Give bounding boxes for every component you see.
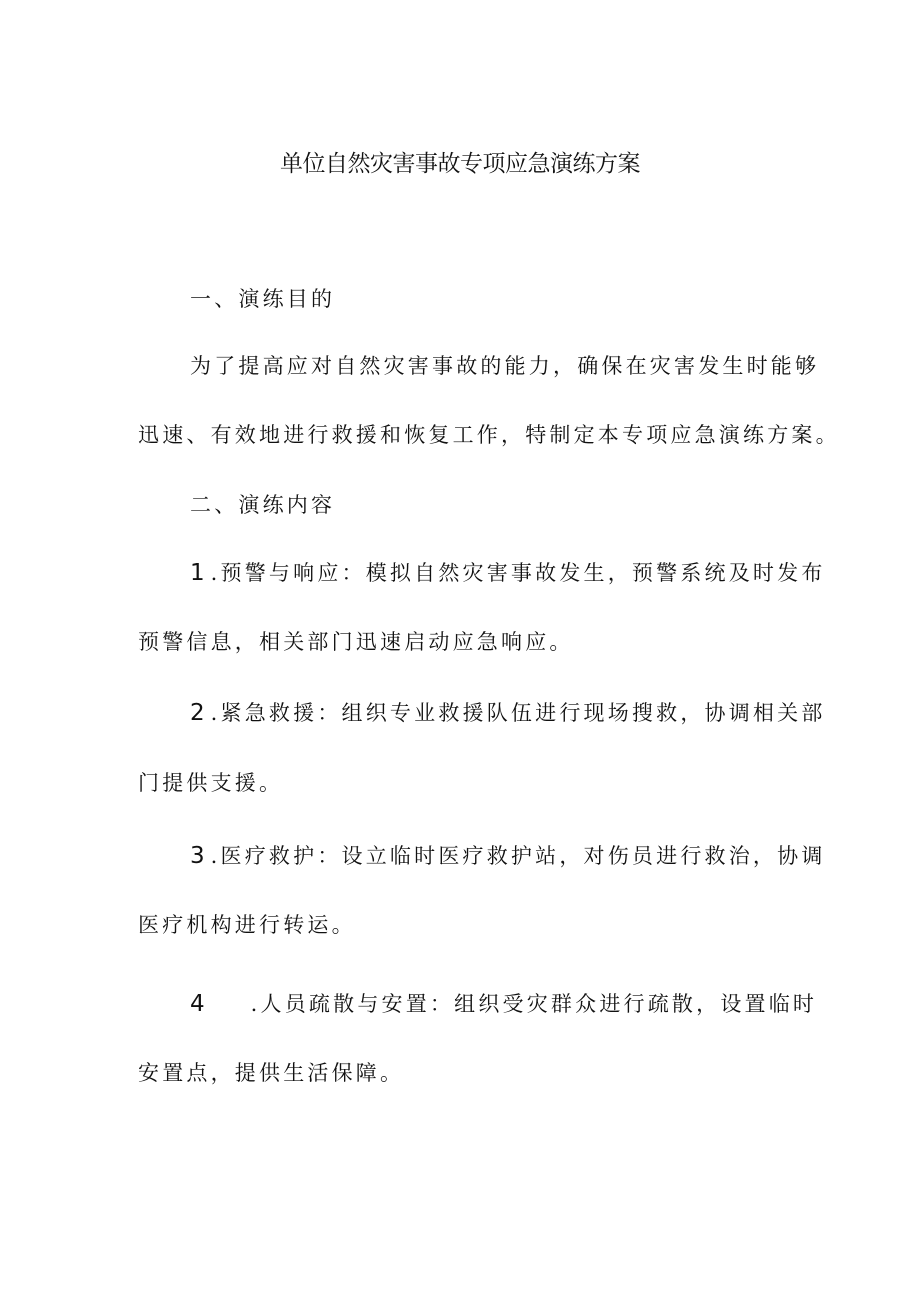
section-heading-content: 二、演练内容	[190, 493, 336, 517]
purpose-paragraph-line-1: 为了提高应对自然灾害事故的能力，确保在灾害发生时能够	[190, 354, 820, 378]
list-item-number: 2	[190, 700, 205, 726]
list-item-1-line-2: 预警信息，相关部门迅速启动应急响应。	[138, 630, 574, 654]
list-item-2-line-2: 门提供支援。	[138, 771, 284, 795]
section-heading-purpose: 一、演练目的	[190, 287, 336, 311]
list-item-4-line-2: 安置点，提供生活保障。	[138, 1061, 405, 1085]
purpose-paragraph-line-2: 迅速、有效地进行救援和恢复工作，特制定本专项应急演练方案。	[138, 423, 840, 447]
list-item-text: .紧急救援：组织专业救援队伍进行现场搜救，协调相关部	[210, 701, 826, 725]
list-item-2-line-1	[190, 697, 850, 729]
document-title: 单位自然灾害事故专项应急演练方案	[280, 151, 640, 177]
list-item-text: .医疗救护：设立临时医疗救护站，对伤员进行救治，协调	[210, 844, 826, 868]
list-item-number: 1	[190, 560, 205, 586]
list-item-1-line-1	[190, 557, 850, 589]
list-item-number: 3	[190, 843, 205, 869]
list-item-4-line-1	[190, 988, 850, 1020]
list-item-3-line-2: 医疗机构进行转运。	[138, 913, 356, 937]
list-item-3-line-1	[190, 840, 850, 872]
list-item-number: 4	[190, 991, 205, 1017]
list-item-text: .人员疏散与安置：组织受灾群众进行疏散，设置临时	[250, 992, 818, 1016]
list-item-text: .预警与响应：模拟自然灾害事故发生，预警系统及时发布	[210, 561, 826, 585]
